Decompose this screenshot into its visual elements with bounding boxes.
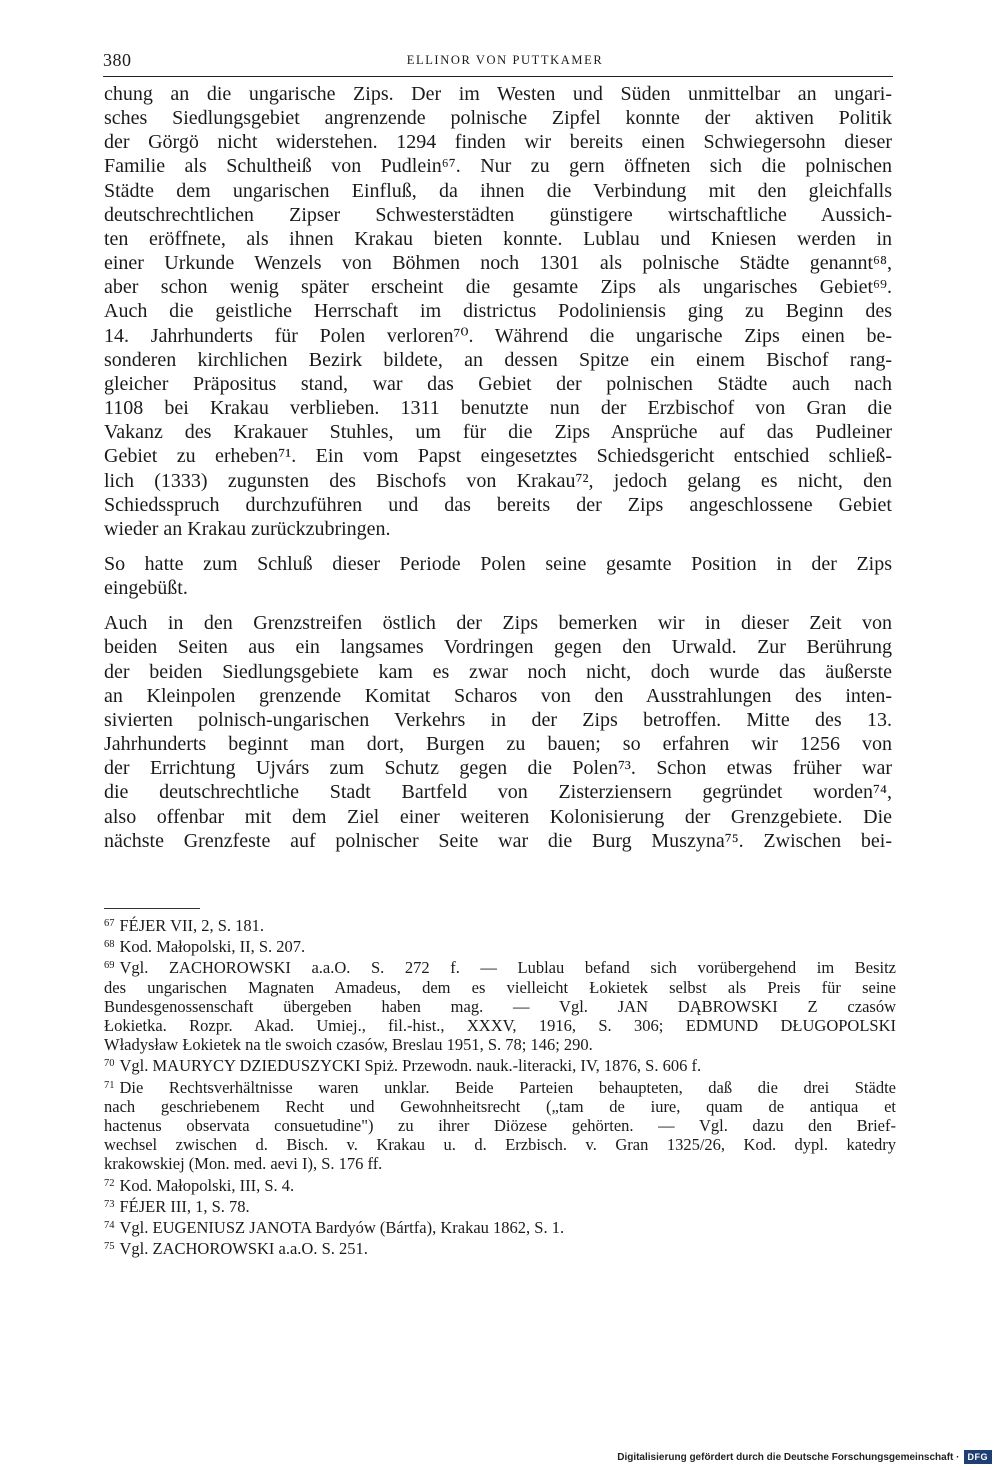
footnote-line: nach geschriebenem Recht und Gewohnheitsrecht („tam de iure, quam de antiqua et <box>104 1096 896 1116</box>
footnote-marker: 73 <box>104 1198 115 1210</box>
footnote-69 <box>104 956 896 1054</box>
footnote-70 <box>104 1054 896 1075</box>
footnote-text: Vgl. ZACHOROWSKI a.a.O. S. 272 f. — Lublau befand sich vorübergehend im Besitz <box>119 958 896 978</box>
footer-text: Digitalisierung gefördert durch die Deutsche Forschungsgemeinschaft · <box>617 1451 960 1463</box>
text-line: beiden Seiten aus ein langsames Vordringen gegen den Urwald. Zur Berührung <box>104 636 892 659</box>
footnote-text: Vgl. EUGENIUSZ JANOTA Bardyów (Bártfa), Krakau 1862, S. 1. <box>119 1218 565 1238</box>
text-line: ten eröffnete, als ihnen Krakau bieten konnte. Lublau und Kniesen werden in <box>104 227 892 250</box>
footnote-line: wechsel zwischen d. Bisch. v. Krakau u. d. Erzbisch. v. Gran 1325/26, Kod. dypl. katedry <box>104 1135 896 1155</box>
footnote-67 <box>104 914 896 935</box>
footnote-text: Kod. Małopolski, III, S. 4. <box>119 1175 295 1195</box>
footnote-line <box>104 1216 896 1237</box>
paragraph-3 <box>104 611 892 853</box>
footnote-line <box>104 914 896 935</box>
footnote-text: Vgl. MAURYCY DZIEDUSZYCKI Spiż. Przewodn. nauk.-literacki, IV, 1876, S. 606 f. <box>119 1056 702 1076</box>
footnote-line: Bundesgenossenschaft übergeben haben mag. — Vgl. JAN DĄBROWSKI Z czasów <box>104 996 896 1016</box>
footnote-marker: 75 <box>104 1241 115 1253</box>
paragraph-2 <box>104 552 892 600</box>
footnote-71 <box>104 1076 896 1174</box>
text-line: Familie als Schultheiß von Pudlein⁶⁷. Nur zu gern öffneten sich die polnischen <box>104 155 892 178</box>
text-line: also offenbar mit dem Ziel einer weiteren Kolonisierung der Grenzgebiete. Die <box>104 805 892 828</box>
footnote-68 <box>104 935 896 956</box>
footnote-72 <box>104 1174 896 1195</box>
footnote-line <box>104 1054 896 1075</box>
text-line: gleicher Präpositus stand, war das Gebiet der polnischen Städte auch nach <box>104 372 892 395</box>
text-line: Auch die geistliche Herrschaft im districtus Podoliniensis ging zu Beginn des <box>104 300 892 323</box>
footnote-line: Władysław Łokietek na tle swoich czasów, Breslau 1951, S. 78; 146; 290. <box>104 1035 593 1055</box>
text-line: 14. Jahrhunderts für Polen verloren⁷⁰. Während die ungarische Zips einen be- <box>104 324 892 347</box>
footnote-text: FÉJER III, 1, S. 78. <box>119 1196 250 1216</box>
footnote-line <box>104 1174 896 1195</box>
text-line: der Görgö nicht widerstehen. 1294 finden wir bereits einen Schwiegersohn dieser <box>104 131 892 154</box>
footnote-text: Vgl. ZACHOROWSKI a.a.O. S. 251. <box>119 1239 368 1259</box>
footnotes <box>104 914 896 1258</box>
footnote-75 <box>104 1237 896 1258</box>
text-line: wieder an Krakau zurückzubringen. <box>104 517 391 540</box>
page-number: 380 <box>103 50 132 70</box>
footnote-marker: 67 <box>104 918 115 929</box>
text-line: Vakanz des Krakauer Stuhles, um für die Zips Ansprüche auf das Pudleiner <box>104 421 892 444</box>
footnote-line <box>104 1076 896 1097</box>
text-line: Jahrhunderts beginnt man dort, Burgen zu bauen; so erfahren wir 1256 von <box>104 733 892 756</box>
text-line: So hatte zum Schluß dieser Periode Polen seine gesamte Position in der Zips <box>104 552 892 575</box>
digitization-footer <box>617 1450 992 1464</box>
running-head: ELLINOR VON PUTTKAMER <box>406 53 604 67</box>
footnote-line <box>104 1195 896 1216</box>
footnote-line: krakowskiej (Mon. med. aevi I), S. 176 ff. <box>104 1154 383 1174</box>
text-line: an Kleinpolen grenzende Komitat Scharos von den Ausstrahlungen des inten- <box>104 684 892 707</box>
footnote-line: hactenus observata consuetudine") zu ihrer Diözese gehörten. — Vgl. dazu den Brief- <box>104 1116 896 1136</box>
footnote-line <box>104 935 896 956</box>
footnote-text: Die Rechtsverhältnisse waren unklar. Beide Parteien behaupteten, daß die drei Städte <box>119 1077 896 1097</box>
text-line: der Errichtung Ujvárs zum Schutz gegen die Polen⁷³. Schon etwas früher war <box>104 757 892 780</box>
footnote-marker: 72 <box>104 1177 115 1189</box>
text-line: Schiedsspruch durchzuführen und das bereits der Zips angeschlossene Gebiet <box>104 493 892 516</box>
text-line: deutschrechtlichen Zipser Schwesterstädten günstigere wirtschaftliche Aussich- <box>104 203 892 226</box>
body-text <box>104 82 892 853</box>
text-line: chung an die ungarische Zips. Der im Westen und Süden unmittelbar an ungari- <box>104 83 892 105</box>
footnote-rule <box>104 908 200 909</box>
text-line: 1108 bei Krakau verblieben. 1311 benutzte nun der Erzbischof von Gran die <box>104 397 892 420</box>
footnote-marker: 74 <box>104 1220 115 1232</box>
text-line: sches Siedlungsgebiet angrenzende polnische Zipfel konnte der aktiven Politik <box>104 107 892 130</box>
text-line: sivierten polnisch-ungarischen Verkehrs in der Zips betroffen. Mitte des 13. <box>104 708 892 731</box>
text-line: die deutschrechtliche Stadt Bartfeld von Zisterziensern gegründet worden⁷⁴, <box>104 781 892 804</box>
paragraph-gap <box>104 600 892 611</box>
footnote-marker: 70 <box>104 1058 115 1070</box>
footnote-line <box>104 956 896 977</box>
footnote-marker: 69 <box>104 960 115 972</box>
footnote-73 <box>104 1195 896 1216</box>
footnote-line: des ungarischen Magnaten Amadeus, dem es vielleicht Łokietek selbst als Preis für seine <box>104 977 896 997</box>
paragraph-1 <box>104 82 892 541</box>
text-line: nächste Grenzfeste auf polnischer Seite war die Burg Muszyna⁷⁵. Zwischen bei- <box>104 829 892 852</box>
footnote-marker: 68 <box>104 939 115 951</box>
footnote-74 <box>104 1216 896 1237</box>
dfg-logo: DFG <box>964 1450 993 1464</box>
header-rule <box>103 76 893 77</box>
paragraph-gap <box>104 541 892 552</box>
text-line: Städte dem ungarischen Einfluß, da ihnen die Verbindung mit den gleichfalls <box>104 179 892 202</box>
text-line: sonderen kirchlichen Bezirk bildete, an dessen Spitze ein einem Bischof rang- <box>104 348 892 371</box>
text-line: einer Urkunde Wenzels von Böhmen noch 1301 als polnische Städte genannt⁶⁸, <box>104 252 892 275</box>
text-line: Gebiet zu erheben⁷¹. Ein vom Papst eingesetztes Schiedsgericht entschied schließ- <box>104 445 892 468</box>
text-line: eingebüßt. <box>104 577 188 600</box>
footnote-line <box>104 1237 896 1258</box>
footnote-marker: 71 <box>104 1079 115 1091</box>
footnote-text: FÉJER VII, 2, S. 181. <box>119 916 265 935</box>
text-line: lich (1333) zugunsten des Bischofs von Krakau⁷², jedoch gelang es nicht, den <box>104 469 892 492</box>
text-line: der beiden Siedlungsgebiete kam es zwar noch nicht, doch wurde das äußerste <box>104 660 892 683</box>
text-line: Auch in den Grenzstreifen östlich der Zips bemerken wir in dieser Zeit von <box>104 612 892 635</box>
text-line: aber schon wenig später erscheint die gesamte Zips als ungarisches Gebiet⁶⁹. <box>104 276 892 299</box>
footnote-text: Kod. Małopolski, II, S. 207. <box>119 937 306 957</box>
footnote-line: Łokietka. Rozpr. Akad. Umiej., fil.-hist., XXXV, 1916, S. 306; EDMUND DŁUGOPOLSKI <box>104 1016 896 1036</box>
